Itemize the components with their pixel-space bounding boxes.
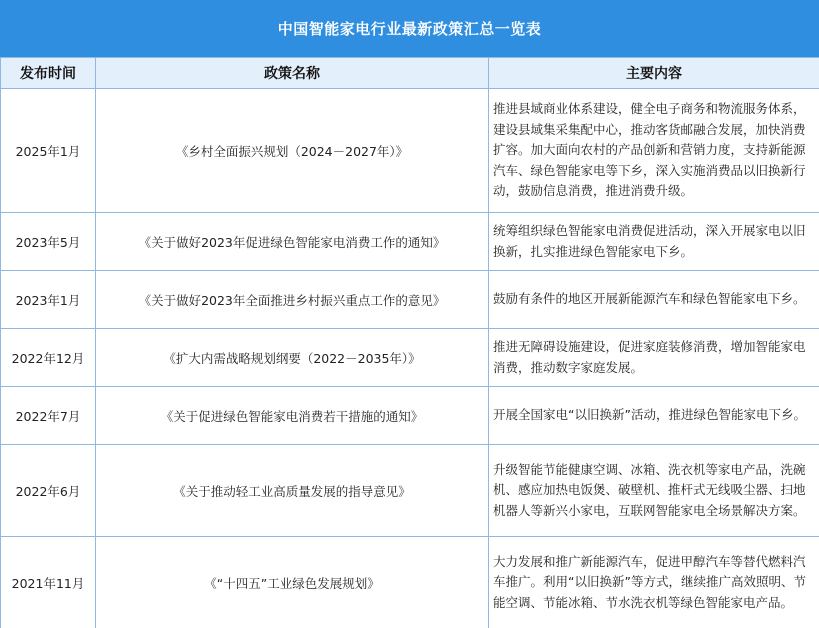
row-content: 鼓励有条件的地区开展新能源汽车和绿色智能家电下乡。 xyxy=(489,271,819,329)
row-date: 2021年11月 xyxy=(1,537,96,628)
row-date: 2022年7月 xyxy=(1,387,96,445)
row-content: 推进县域商业体系建设，健全电子商务和物流服务体系，建设县域集采集配中心，推动客货邮融合发展，加快消费扩容。加大面向农村的产品创新和营销力度，支持新能源汽车、绿色智能家电等下乡，深入实施消费品以旧换新行动，鼓励信息消费，推进消费升级。 xyxy=(489,89,819,213)
row-policy-name: 《乡村全面振兴规划（2024－2027年）》 xyxy=(96,89,489,213)
row-content: 推进无障碍设施建设，促进家庭装修消费，增加智能家电消费，推动数字家庭发展。 xyxy=(489,329,819,387)
table-row xyxy=(1,387,819,445)
table-row xyxy=(1,271,819,329)
row-content: 升级智能节能健康空调、冰箱、洗衣机等家电产品，洗碗机、感应加热电饭煲、破壁机、推杆式无线吸尘器、扫地机器人等新兴小家电，互联网智能家电全场景解决方案。 xyxy=(489,445,819,537)
row-policy-name: 《关于做好2023年促进绿色智能家电消费工作的通知》 xyxy=(96,213,489,271)
table-row xyxy=(1,329,819,387)
table-row xyxy=(1,537,819,628)
table-row xyxy=(1,89,819,213)
row-policy-name: 《“十四五”工业绿色发展规划》 xyxy=(96,537,489,628)
row-date: 2022年12月 xyxy=(1,329,96,387)
table-row xyxy=(1,445,819,537)
row-policy-name: 《扩大内需战略规划纲要（2022－2035年）》 xyxy=(96,329,489,387)
row-content: 开展全国家电“以旧换新”活动，推进绿色智能家电下乡。 xyxy=(489,387,819,445)
row-date: 2023年5月 xyxy=(1,213,96,271)
row-policy-name: 《关于推动轻工业高质量发展的指导意见》 xyxy=(96,445,489,537)
row-date: 2025年1月 xyxy=(1,89,96,213)
header-content: 主要内容 xyxy=(489,58,819,89)
row-policy-name: 《关于做好2023年全面推进乡村振兴重点工作的意见》 xyxy=(96,271,489,329)
table-row xyxy=(1,213,819,271)
header-date: 发布时间 xyxy=(1,58,96,89)
row-policy-name: 《关于促进绿色智能家电消费若干措施的通知》 xyxy=(96,387,489,445)
table-title: 中国智能家电行业最新政策汇总一览表 xyxy=(0,0,819,57)
row-date: 2022年6月 xyxy=(1,445,96,537)
row-content: 统筹组织绿色智能家电消费促进活动，深入开展家电以旧换新，扎实推进绿色智能家电下乡。 xyxy=(489,213,819,271)
row-date: 2023年1月 xyxy=(1,271,96,329)
header-name: 政策名称 xyxy=(96,58,489,89)
header-row xyxy=(1,58,819,89)
policy-table xyxy=(0,57,819,628)
row-content: 大力发展和推广新能源汽车，促进甲醇汽车等替代燃料汽车推广。利用“以旧换新”等方式，继续推广高效照明、节能空调、节能冰箱、节水洗衣机等绿色智能家电产品。 xyxy=(489,537,819,628)
